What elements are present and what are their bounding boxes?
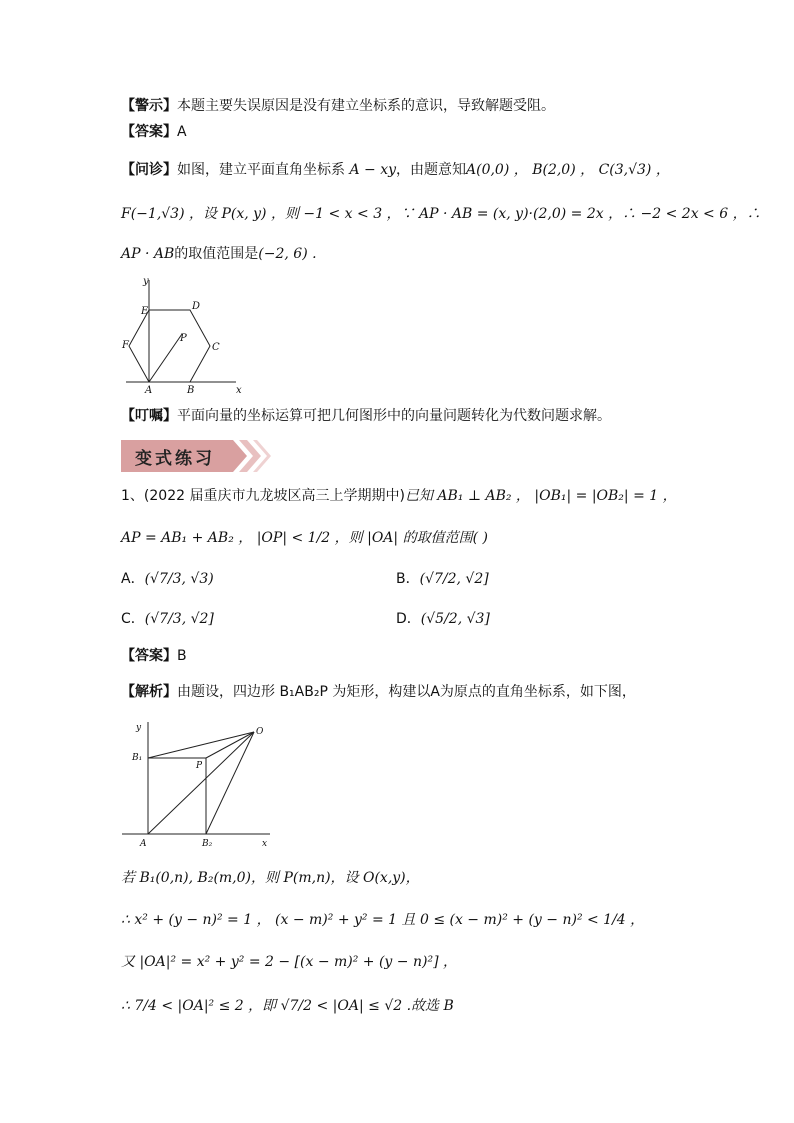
option-d-label: D． bbox=[396, 611, 421, 627]
question-condition-1: 已知 AB₁ ⊥ AB₂ ， |OB₁| = |OB₂| = 1 ， bbox=[404, 488, 677, 504]
diagnosis-text-2: ，由题意知 bbox=[396, 162, 466, 178]
label-b2: B₂ bbox=[202, 839, 213, 849]
segment-b2o bbox=[206, 732, 254, 834]
question-condition-2: AP = AB₁ + AB₂ ， |OP| < 1/2 ，则 |OA| 的取值范围( ) bbox=[121, 530, 488, 546]
solution-line-2 bbox=[121, 910, 644, 930]
rectangle-figure bbox=[118, 718, 278, 850]
analysis-line bbox=[121, 682, 636, 702]
label-x-2: x bbox=[262, 839, 268, 849]
label-p-2: P bbox=[196, 761, 203, 771]
label-x: x bbox=[236, 385, 242, 396]
option-c-label: C． bbox=[121, 611, 145, 627]
option-d[interactable] bbox=[396, 608, 490, 628]
reminder-line bbox=[121, 406, 611, 426]
label-p: P bbox=[180, 333, 187, 344]
label-c: C bbox=[212, 342, 220, 353]
diagnosis-text-1: 如图，建立平面直角坐标系 bbox=[177, 162, 345, 178]
label-a-2: A bbox=[140, 839, 147, 849]
warning-line bbox=[121, 96, 555, 116]
reminder-tag: 【叮嘱】 bbox=[121, 408, 177, 424]
label-b: B bbox=[187, 385, 195, 396]
answer-tag-2: 【答案】 bbox=[121, 648, 177, 664]
option-a-value: (√7/3, √3) bbox=[144, 571, 214, 587]
solution-line-1 bbox=[121, 868, 420, 888]
reminder-text: 平面向量的坐标运算可把几何图形中的向量问题转化为代数问题求解。 bbox=[177, 408, 611, 424]
hexagon-outline bbox=[129, 310, 210, 382]
option-b-label: B． bbox=[396, 571, 420, 587]
segment-po bbox=[206, 732, 254, 758]
solution-line-4 bbox=[121, 996, 454, 1016]
solution-text-1: 若 B₁(0,n), B₂(m,0)，则 P(m,n)，设 O(x,y)， bbox=[121, 870, 420, 886]
answer-value-2: B bbox=[177, 648, 187, 664]
solution-line-3 bbox=[121, 952, 457, 972]
label-y-2: y bbox=[136, 723, 142, 733]
diagnosis-derivation: F(−1,√3) ，设 P(x, y) ，则 −1 < x < 3 ，∵ AP · AB = (x, y)·(2,0) = 2x ，∴ −2 < 2x < 6 ，∴ bbox=[121, 206, 761, 222]
question-line-1 bbox=[121, 486, 677, 506]
label-b1: B₁ bbox=[132, 753, 143, 763]
label-f: F bbox=[122, 340, 129, 351]
label-o: O bbox=[256, 727, 264, 737]
section-banner bbox=[121, 438, 271, 474]
solution-text-3: 又 |OA|² = x² + y² = 2 − [(x − m)² + (y − n)²] ， bbox=[121, 954, 457, 970]
solution-text-4: ∴ 7/4 < |OA|² ≤ 2 ，即 √7/2 < |OA| ≤ √2 .故选 B bbox=[121, 998, 454, 1014]
vector-ap bbox=[149, 334, 182, 382]
label-a: A bbox=[145, 385, 153, 396]
option-a[interactable] bbox=[121, 568, 214, 588]
analysis-tag: 【解析】 bbox=[121, 684, 177, 700]
option-c-value: (√7/3, √2] bbox=[144, 611, 214, 627]
segment-ao bbox=[148, 732, 254, 834]
option-b[interactable] bbox=[396, 568, 489, 588]
range-value: (−2, 6) . bbox=[258, 246, 317, 262]
coord-system: A − xy bbox=[349, 162, 396, 178]
diagnosis-line-3 bbox=[121, 244, 317, 264]
dot-product-expr: AP · AB bbox=[121, 246, 175, 262]
hexagon-figure bbox=[118, 274, 248, 396]
diagnosis-points: A(0,0) ， B(2,0) ， C(3,√3) ， bbox=[466, 162, 670, 178]
option-a-label: A． bbox=[121, 571, 145, 587]
diagnosis-tag: 【问诊】 bbox=[121, 162, 177, 178]
option-b-value: (√7/2, √2] bbox=[419, 571, 489, 587]
question-source: (2022 届重庆市九龙坡区高三上学期期中) bbox=[143, 488, 405, 504]
warning-tag: 【警示】 bbox=[121, 98, 177, 114]
answer-value-1: A bbox=[177, 124, 187, 140]
diagnosis-line-2 bbox=[121, 204, 761, 224]
option-d-value: (√5/2, √3] bbox=[420, 611, 490, 627]
label-d: D bbox=[192, 301, 201, 312]
label-y: y bbox=[143, 276, 149, 287]
label-e: E bbox=[141, 306, 149, 317]
banner-title: 变式练习 bbox=[135, 449, 215, 469]
analysis-text: 由题设，四边形 B₁AB₂P 为矩形，构建以A为原点的直角坐标系，如下图， bbox=[177, 684, 636, 700]
answer-tag-1: 【答案】 bbox=[121, 124, 177, 140]
diagnosis-line-1 bbox=[121, 160, 670, 180]
answer-line-1 bbox=[121, 122, 187, 142]
segment-b1o bbox=[148, 732, 254, 758]
solution-text-2: ∴ x² + (y − n)² = 1 ， (x − m)² + y² = 1 且 0 ≤ (x − m)² + (y − n)² < 1/4 ， bbox=[121, 912, 645, 928]
question-line-2 bbox=[121, 528, 488, 548]
option-c[interactable] bbox=[121, 608, 214, 628]
range-text: 的取值范围是 bbox=[174, 246, 259, 262]
warning-text: 本题主要失误原因是没有建立坐标系的意识，导致解题受阻。 bbox=[177, 98, 555, 114]
answer-line-2 bbox=[121, 646, 187, 666]
question-number: 1、 bbox=[121, 488, 144, 504]
